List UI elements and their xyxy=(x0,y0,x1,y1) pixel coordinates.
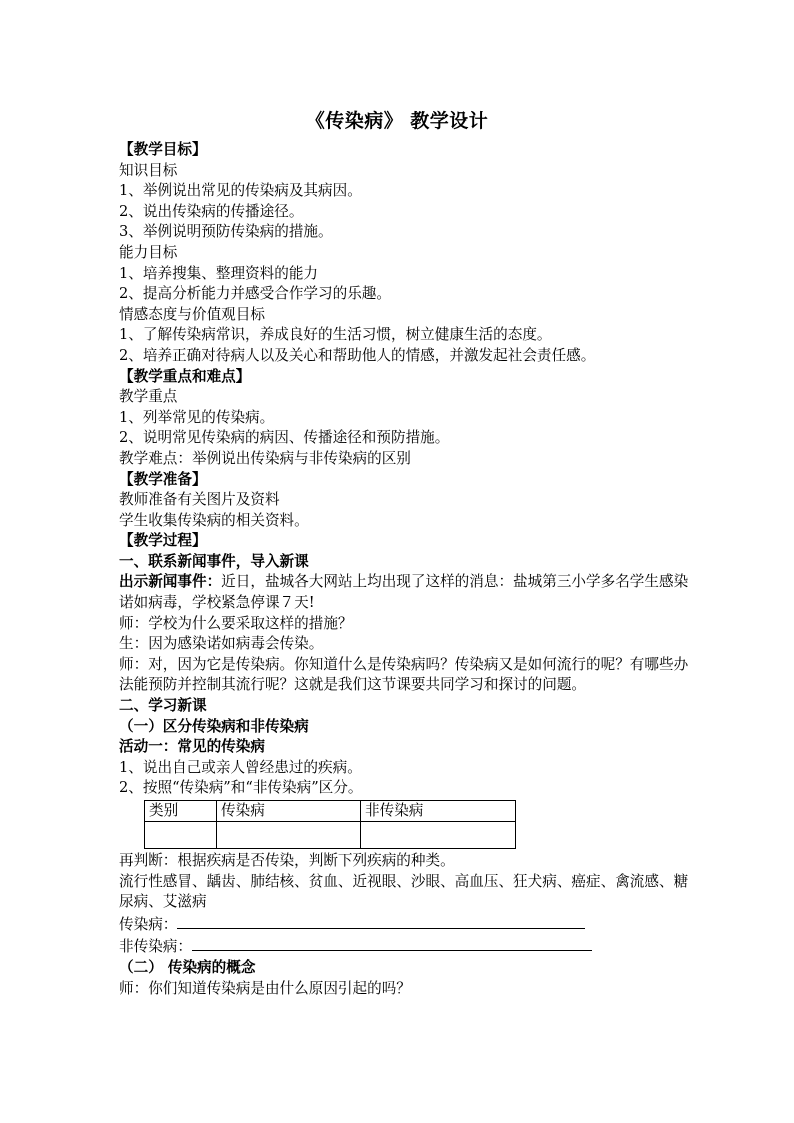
noninfectious-label: 非传染病： xyxy=(119,938,192,956)
noninfectious-answer-line xyxy=(119,935,689,958)
attitude-item: 1、了解传染病常识，养成良好的生活习惯，树立健康生活的态度。 xyxy=(119,326,552,344)
sub2-heading: （二） 传染病的概念 xyxy=(119,958,256,976)
key-item: 1、列举常见的传染病。 xyxy=(119,408,275,426)
classification-table xyxy=(144,800,516,849)
key-item: 2、说明常见传染病的病因、传播途径和预防措施。 xyxy=(119,429,450,447)
goals-heading: 【教学目标】 xyxy=(119,141,207,158)
document-body xyxy=(119,140,689,999)
activity1-item: 2、按照“传染病”和“非传染病”区分。 xyxy=(119,779,363,797)
table-cell[interactable] xyxy=(217,822,361,849)
prep-item: 学生收集传染病的相关资料。 xyxy=(119,511,309,529)
knowledge-item: 1、举例说出常见的传染病及其病因。 xyxy=(119,182,362,200)
table-cell[interactable] xyxy=(145,822,217,849)
knowledge-item: 2、说出传染病的传播途径。 xyxy=(119,202,304,220)
ability-item: 2、提高分析能力并感受合作学习的乐趣。 xyxy=(119,285,391,303)
dialog-line: 师：学校为什么要采取这样的措施？ xyxy=(119,614,353,632)
keypoints-heading: 【教学重点和难点】 xyxy=(119,367,251,385)
part2-heading: 二、学习新课 xyxy=(119,697,207,715)
noninfectious-blank[interactable] xyxy=(192,935,592,951)
news-text: 近日，盐城各大网站上均出现了这样的消息：盐城第三小学多名学生感染诺如病毒，学校紧急停课７天! xyxy=(119,573,689,612)
table-row xyxy=(145,822,516,849)
attitude-item: 2、培养正确对待病人以及关心和帮助他人的情感，并激发起社会责任感。 xyxy=(119,346,596,364)
prep-item: 教师准备有关图片及资料 xyxy=(119,491,280,509)
key-label: 教学重点 xyxy=(119,388,178,406)
ability-item: 1、培养搜集、整理资料的能力 xyxy=(119,264,319,282)
table-header-cell: 非传染病 xyxy=(361,801,516,822)
sub1-heading: （一）区分传染病和非传染病 xyxy=(119,717,309,735)
activity1-heading: 活动一：常见的传染病 xyxy=(119,738,265,756)
table-cell[interactable] xyxy=(361,822,516,849)
disease-list: 流行性感冒、龋齿、肺结核、贫血、近视眼、沙眼、高血压、狂犬病、癌症、禽流感、糖尿病、艾滋病 xyxy=(119,872,689,911)
attitude-label: 情感态度与价值观目标 xyxy=(119,305,265,323)
knowledge-item: 3、举例说明预防传染病的措施。 xyxy=(119,223,333,241)
document-title: 《传染病》 教学设计 xyxy=(305,110,489,132)
part1-heading: 一、联系新闻事件，导入新课 xyxy=(119,552,309,570)
process-heading: 【教学过程】 xyxy=(119,532,207,550)
infectious-blank[interactable] xyxy=(177,913,585,929)
infectious-answer-line xyxy=(119,913,689,936)
table-header-cell: 类别 xyxy=(145,801,217,822)
prep-heading: 【教学准备】 xyxy=(119,470,207,488)
news-label: 出示新闻事件： xyxy=(119,573,222,591)
ability-label: 能力目标 xyxy=(119,243,178,261)
table-header-row xyxy=(145,801,516,822)
activity1-item: 1、说出自己或亲人曾经患过的疾病。 xyxy=(119,758,362,776)
dialog-line: 生：因为感染诺如病毒会传染。 xyxy=(119,635,324,653)
final-question: 师：你们知道传染病是由什么原因引起的吗？ xyxy=(119,979,411,997)
dialog-line: 师：对，因为它是传染病。你知道什么是传染病吗？传染病又是如何流行的呢？有哪些办法能预防并控制其流行呢？这就是我们这节课要共同学习和探讨的问题。 xyxy=(119,655,689,694)
knowledge-label: 知识目标 xyxy=(119,161,178,179)
table-header-cell: 传染病 xyxy=(217,801,361,822)
infectious-label: 传染病： xyxy=(119,915,178,933)
difficulty-line: 教学难点：举例说出传染病与非传染病的区别 xyxy=(119,449,411,467)
news-paragraph xyxy=(119,572,689,613)
judge-line: 再判断：根据疾病是否传染，判断下列疾病的种类。 xyxy=(119,852,455,869)
